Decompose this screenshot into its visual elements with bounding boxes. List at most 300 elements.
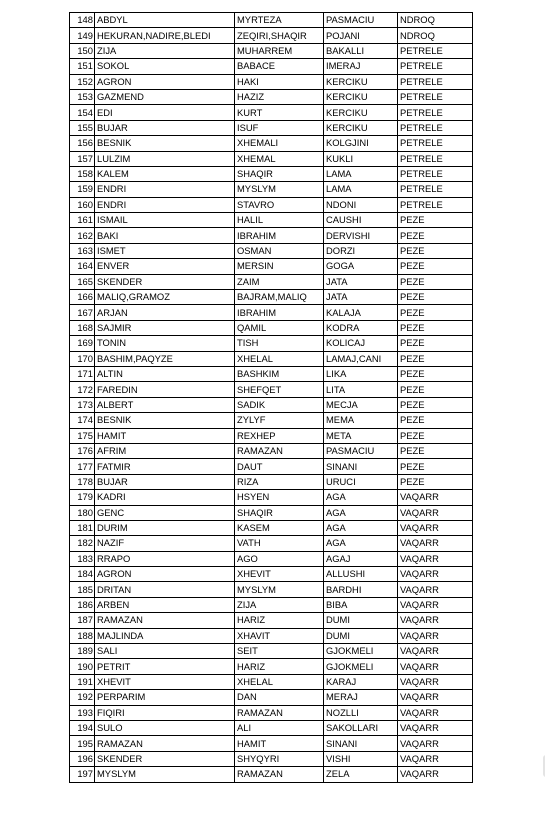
surname-cell: NOZLLI	[324, 705, 398, 720]
father-name-cell: XHEVIT	[235, 567, 324, 582]
surname-cell: KALAJA	[324, 305, 398, 320]
row-number: 151	[70, 59, 95, 74]
table-row	[70, 228, 473, 243]
row-number: 195	[70, 736, 95, 751]
father-name-cell: IBRAHIM	[235, 228, 324, 243]
surname-cell: VISHI	[324, 751, 398, 766]
village-cell: VAQARR	[398, 736, 473, 751]
table-row	[70, 197, 473, 212]
first-name-cell: KALEM	[95, 166, 235, 181]
surname-cell: DUMI	[324, 613, 398, 628]
surname-cell: DERVISHI	[324, 228, 398, 243]
father-name-cell: KURT	[235, 105, 324, 120]
first-name-cell: NAZIF	[95, 536, 235, 551]
father-name-cell: XHEMAL	[235, 151, 324, 166]
surname-cell: ZELA	[324, 767, 398, 782]
table-row	[70, 366, 473, 381]
surname-cell: MEMA	[324, 413, 398, 428]
father-name-cell: RAMAZAN	[235, 767, 324, 782]
surname-cell: GOGA	[324, 259, 398, 274]
first-name-cell: HAMIT	[95, 428, 235, 443]
table-row	[70, 505, 473, 520]
village-cell: PETRELE	[398, 136, 473, 151]
table-row	[70, 213, 473, 228]
row-number: 168	[70, 320, 95, 335]
row-number: 174	[70, 413, 95, 428]
first-name-cell: ENVER	[95, 259, 235, 274]
row-number: 186	[70, 597, 95, 612]
village-cell: PETRELE	[398, 120, 473, 135]
row-number: 179	[70, 490, 95, 505]
surname-cell: CAUSHI	[324, 213, 398, 228]
table-row	[70, 13, 473, 28]
village-cell: NDROQ	[398, 28, 473, 43]
table-row	[70, 89, 473, 104]
village-cell: PEZE	[398, 274, 473, 289]
table-row	[70, 320, 473, 335]
table-row	[70, 490, 473, 505]
row-number: 182	[70, 536, 95, 551]
first-name-cell: BESNIK	[95, 136, 235, 151]
father-name-cell: MYSLYM	[235, 182, 324, 197]
row-number: 159	[70, 182, 95, 197]
village-cell: PEZE	[398, 336, 473, 351]
row-number: 196	[70, 751, 95, 766]
father-name-cell: TISH	[235, 336, 324, 351]
father-name-cell: HAZIZ	[235, 89, 324, 104]
first-name-cell: MAJLINDA	[95, 628, 235, 643]
father-name-cell: HARIZ	[235, 659, 324, 674]
father-name-cell: HSYEN	[235, 490, 324, 505]
surname-cell: BIBA	[324, 597, 398, 612]
first-name-cell: ISMAIL	[95, 213, 235, 228]
father-name-cell: XHAVIT	[235, 628, 324, 643]
table-row	[70, 59, 473, 74]
table-row	[70, 582, 473, 597]
row-number: 189	[70, 644, 95, 659]
father-name-cell: ZEQIRI,SHAQIR	[235, 28, 324, 43]
father-name-cell: SHEFQET	[235, 382, 324, 397]
row-number: 165	[70, 274, 95, 289]
table-row	[70, 274, 473, 289]
father-name-cell: BASHKIM	[235, 366, 324, 381]
surname-cell: SAKOLLARI	[324, 720, 398, 735]
surname-cell: BARDHI	[324, 582, 398, 597]
row-number: 192	[70, 690, 95, 705]
first-name-cell: ENDRI	[95, 197, 235, 212]
row-number: 193	[70, 705, 95, 720]
surname-cell: SINANI	[324, 736, 398, 751]
first-name-cell: BUJAR	[95, 474, 235, 489]
row-number: 187	[70, 613, 95, 628]
father-name-cell: BAJRAM,MALIQ	[235, 290, 324, 305]
table-row	[70, 428, 473, 443]
surname-cell: DORZI	[324, 243, 398, 258]
village-cell: PEZE	[398, 243, 473, 258]
village-cell: PEZE	[398, 305, 473, 320]
first-name-cell: FATMIR	[95, 459, 235, 474]
first-name-cell: LULZIM	[95, 151, 235, 166]
surname-cell: PASMACIU	[324, 443, 398, 458]
first-name-cell: ENDRI	[95, 182, 235, 197]
village-cell: NDROQ	[398, 13, 473, 28]
surname-cell: KOLGJINI	[324, 136, 398, 151]
father-name-cell: IBRAHIM	[235, 305, 324, 320]
village-cell: PETRELE	[398, 59, 473, 74]
table-row	[70, 551, 473, 566]
village-cell: VAQARR	[398, 582, 473, 597]
father-name-cell: SEIT	[235, 644, 324, 659]
row-number: 194	[70, 720, 95, 735]
surname-cell: LAMAJ,CANI	[324, 351, 398, 366]
table-row	[70, 459, 473, 474]
village-cell: PEZE	[398, 397, 473, 412]
surname-cell: AGA	[324, 520, 398, 535]
village-cell: VAQARR	[398, 536, 473, 551]
surname-cell: KERCIKU	[324, 89, 398, 104]
table-row	[70, 305, 473, 320]
table-row	[70, 28, 473, 43]
table-row	[70, 751, 473, 766]
first-name-cell: BAKI	[95, 228, 235, 243]
table-row	[70, 351, 473, 366]
table-row	[70, 659, 473, 674]
row-number: 162	[70, 228, 95, 243]
row-number: 177	[70, 459, 95, 474]
row-number: 183	[70, 551, 95, 566]
village-cell: PEZE	[398, 320, 473, 335]
row-number: 185	[70, 582, 95, 597]
row-number: 181	[70, 520, 95, 535]
table-row	[70, 705, 473, 720]
surname-cell: KARAJ	[324, 674, 398, 689]
row-number: 190	[70, 659, 95, 674]
surname-cell: KODRA	[324, 320, 398, 335]
first-name-cell: EDI	[95, 105, 235, 120]
father-name-cell: ZYLYF	[235, 413, 324, 428]
first-name-cell: AGRON	[95, 567, 235, 582]
first-name-cell: PERPARIM	[95, 690, 235, 705]
name-register-table	[69, 12, 473, 783]
table-row	[70, 567, 473, 582]
row-number: 148	[70, 13, 95, 28]
table-row	[70, 767, 473, 782]
row-number: 155	[70, 120, 95, 135]
surname-cell: NDONI	[324, 197, 398, 212]
father-name-cell: MERSIN	[235, 259, 324, 274]
village-cell: PEZE	[398, 382, 473, 397]
father-name-cell: DAUT	[235, 459, 324, 474]
table-row	[70, 397, 473, 412]
row-number: 171	[70, 366, 95, 381]
row-number: 153	[70, 89, 95, 104]
row-number: 170	[70, 351, 95, 366]
father-name-cell: QAMIL	[235, 320, 324, 335]
table-row	[70, 259, 473, 274]
surname-cell: BAKALLI	[324, 43, 398, 58]
father-name-cell: RAMAZAN	[235, 443, 324, 458]
table-row	[70, 151, 473, 166]
village-cell: VAQARR	[398, 644, 473, 659]
first-name-cell: SOKOL	[95, 59, 235, 74]
table-row	[70, 166, 473, 181]
first-name-cell: HEKURAN,NADIRE,BLEDI	[95, 28, 235, 43]
surname-cell: ALLUSHI	[324, 567, 398, 582]
surname-cell: KERCIKU	[324, 105, 398, 120]
father-name-cell: VATH	[235, 536, 324, 551]
first-name-cell: BUJAR	[95, 120, 235, 135]
father-name-cell: SHAQIR	[235, 166, 324, 181]
father-name-cell: ALI	[235, 720, 324, 735]
village-cell: PEZE	[398, 228, 473, 243]
village-cell: VAQARR	[398, 659, 473, 674]
father-name-cell: REXHEP	[235, 428, 324, 443]
table-row	[70, 674, 473, 689]
table-row	[70, 382, 473, 397]
table-row	[70, 720, 473, 735]
row-number: 180	[70, 505, 95, 520]
father-name-cell: AGO	[235, 551, 324, 566]
father-name-cell: HALIL	[235, 213, 324, 228]
father-name-cell: OSMAN	[235, 243, 324, 258]
first-name-cell: ALBERT	[95, 397, 235, 412]
table-row	[70, 536, 473, 551]
village-cell: VAQARR	[398, 597, 473, 612]
first-name-cell: ABDYL	[95, 13, 235, 28]
row-number: 150	[70, 43, 95, 58]
father-name-cell: DAN	[235, 690, 324, 705]
table-row	[70, 613, 473, 628]
father-name-cell: STAVRO	[235, 197, 324, 212]
table-row	[70, 120, 473, 135]
table-row	[70, 43, 473, 58]
village-cell: PEZE	[398, 443, 473, 458]
table-row	[70, 597, 473, 612]
surname-cell: IMERAJ	[324, 59, 398, 74]
father-name-cell: HAKI	[235, 74, 324, 89]
father-name-cell: BABACE	[235, 59, 324, 74]
table-row	[70, 443, 473, 458]
table-row	[70, 736, 473, 751]
row-number: 184	[70, 567, 95, 582]
village-cell: VAQARR	[398, 551, 473, 566]
surname-cell: URUCI	[324, 474, 398, 489]
row-number: 176	[70, 443, 95, 458]
village-cell: PETRELE	[398, 197, 473, 212]
register-body	[70, 13, 473, 783]
father-name-cell: SHAQIR	[235, 505, 324, 520]
father-name-cell: XHELAL	[235, 351, 324, 366]
village-cell: PETRELE	[398, 89, 473, 104]
surname-cell: GJOKMELI	[324, 659, 398, 674]
village-cell: PEZE	[398, 428, 473, 443]
first-name-cell: SALI	[95, 644, 235, 659]
first-name-cell: AFRIM	[95, 443, 235, 458]
table-row	[70, 243, 473, 258]
first-name-cell: FIQIRI	[95, 705, 235, 720]
father-name-cell: HAMIT	[235, 736, 324, 751]
surname-cell: LITA	[324, 382, 398, 397]
village-cell: VAQARR	[398, 490, 473, 505]
surname-cell: POJANI	[324, 28, 398, 43]
first-name-cell: RRAPO	[95, 551, 235, 566]
surname-cell: LAMA	[324, 166, 398, 181]
village-cell: PEZE	[398, 474, 473, 489]
first-name-cell: PETRIT	[95, 659, 235, 674]
surname-cell: SINANI	[324, 459, 398, 474]
table-row	[70, 136, 473, 151]
first-name-cell: AGRON	[95, 74, 235, 89]
father-name-cell: ZAIM	[235, 274, 324, 289]
table-row	[70, 520, 473, 535]
surname-cell: AGA	[324, 505, 398, 520]
village-cell: VAQARR	[398, 705, 473, 720]
village-cell: PETRELE	[398, 182, 473, 197]
row-number: 172	[70, 382, 95, 397]
row-number: 152	[70, 74, 95, 89]
first-name-cell: ARBEN	[95, 597, 235, 612]
surname-cell: KOLICAJ	[324, 336, 398, 351]
village-cell: PEZE	[398, 459, 473, 474]
surname-cell: AGA	[324, 490, 398, 505]
row-number: 175	[70, 428, 95, 443]
father-name-cell: SHYQYRI	[235, 751, 324, 766]
table-row	[70, 182, 473, 197]
first-name-cell: SKENDER	[95, 274, 235, 289]
first-name-cell: MALIQ,GRAMOZ	[95, 290, 235, 305]
first-name-cell: ISMET	[95, 243, 235, 258]
father-name-cell: XHEMALI	[235, 136, 324, 151]
first-name-cell: SULO	[95, 720, 235, 735]
first-name-cell: XHEVIT	[95, 674, 235, 689]
village-cell: PEZE	[398, 366, 473, 381]
surname-cell: LAMA	[324, 182, 398, 197]
row-number: 154	[70, 105, 95, 120]
village-cell: PETRELE	[398, 74, 473, 89]
row-number: 169	[70, 336, 95, 351]
first-name-cell: FAREDIN	[95, 382, 235, 397]
first-name-cell: KADRI	[95, 490, 235, 505]
first-name-cell: ARJAN	[95, 305, 235, 320]
village-cell: VAQARR	[398, 505, 473, 520]
table-row	[70, 644, 473, 659]
first-name-cell: DRITAN	[95, 582, 235, 597]
table-row	[70, 474, 473, 489]
village-cell: VAQARR	[398, 690, 473, 705]
surname-cell: MECJA	[324, 397, 398, 412]
village-cell: VAQARR	[398, 613, 473, 628]
first-name-cell: MYSLYM	[95, 767, 235, 782]
village-cell: PEZE	[398, 213, 473, 228]
row-number: 188	[70, 628, 95, 643]
father-name-cell: RIZA	[235, 474, 324, 489]
village-cell: PEZE	[398, 351, 473, 366]
village-cell: VAQARR	[398, 720, 473, 735]
row-number: 178	[70, 474, 95, 489]
village-cell: PETRELE	[398, 43, 473, 58]
village-cell: PEZE	[398, 413, 473, 428]
first-name-cell: TONIN	[95, 336, 235, 351]
village-cell: PEZE	[398, 290, 473, 305]
surname-cell: PASMACIU	[324, 13, 398, 28]
row-number: 149	[70, 28, 95, 43]
table-row	[70, 105, 473, 120]
surname-cell: DUMI	[324, 628, 398, 643]
surname-cell: KERCIKU	[324, 74, 398, 89]
row-number: 158	[70, 166, 95, 181]
row-number: 161	[70, 213, 95, 228]
row-number: 164	[70, 259, 95, 274]
village-cell: PETRELE	[398, 105, 473, 120]
first-name-cell: SAJMIR	[95, 320, 235, 335]
first-name-cell: ZIJA	[95, 43, 235, 58]
surname-cell: JATA	[324, 274, 398, 289]
father-name-cell: SADIK	[235, 397, 324, 412]
first-name-cell: BESNIK	[95, 413, 235, 428]
surname-cell: JATA	[324, 290, 398, 305]
row-number: 160	[70, 197, 95, 212]
father-name-cell: RAMAZAN	[235, 705, 324, 720]
row-number: 197	[70, 767, 95, 782]
village-cell: VAQARR	[398, 628, 473, 643]
father-name-cell: XHELAL	[235, 674, 324, 689]
surname-cell: AGA	[324, 536, 398, 551]
surname-cell: KERCIKU	[324, 120, 398, 135]
village-cell: PETRELE	[398, 166, 473, 181]
first-name-cell: GENC	[95, 505, 235, 520]
village-cell: VAQARR	[398, 767, 473, 782]
surname-cell: LIKA	[324, 366, 398, 381]
father-name-cell: MUHARREM	[235, 43, 324, 58]
first-name-cell: DURIM	[95, 520, 235, 535]
first-name-cell: RAMAZAN	[95, 736, 235, 751]
father-name-cell: HARIZ	[235, 613, 324, 628]
row-number: 166	[70, 290, 95, 305]
surname-cell: MERAJ	[324, 690, 398, 705]
table-row	[70, 413, 473, 428]
father-name-cell: KASEM	[235, 520, 324, 535]
father-name-cell: ISUF	[235, 120, 324, 135]
row-number: 157	[70, 151, 95, 166]
table-row	[70, 74, 473, 89]
village-cell: VAQARR	[398, 520, 473, 535]
table-row	[70, 336, 473, 351]
first-name-cell: RAMAZAN	[95, 613, 235, 628]
surname-cell: GJOKMELI	[324, 644, 398, 659]
first-name-cell: GAZMEND	[95, 89, 235, 104]
village-cell: VAQARR	[398, 751, 473, 766]
village-cell: VAQARR	[398, 567, 473, 582]
village-cell: PETRELE	[398, 151, 473, 166]
row-number: 167	[70, 305, 95, 320]
row-number: 191	[70, 674, 95, 689]
row-number: 156	[70, 136, 95, 151]
village-cell: PEZE	[398, 259, 473, 274]
first-name-cell: SKENDER	[95, 751, 235, 766]
table-row	[70, 690, 473, 705]
first-name-cell: BASHIM,PAQYZE	[95, 351, 235, 366]
row-number: 163	[70, 243, 95, 258]
father-name-cell: MYSLYM	[235, 582, 324, 597]
row-number: 173	[70, 397, 95, 412]
table-row	[70, 628, 473, 643]
village-cell: VAQARR	[398, 674, 473, 689]
table-row	[70, 290, 473, 305]
father-name-cell: ZIJA	[235, 597, 324, 612]
surname-cell: AGAJ	[324, 551, 398, 566]
first-name-cell: ALTIN	[95, 366, 235, 381]
surname-cell: KUKLI	[324, 151, 398, 166]
